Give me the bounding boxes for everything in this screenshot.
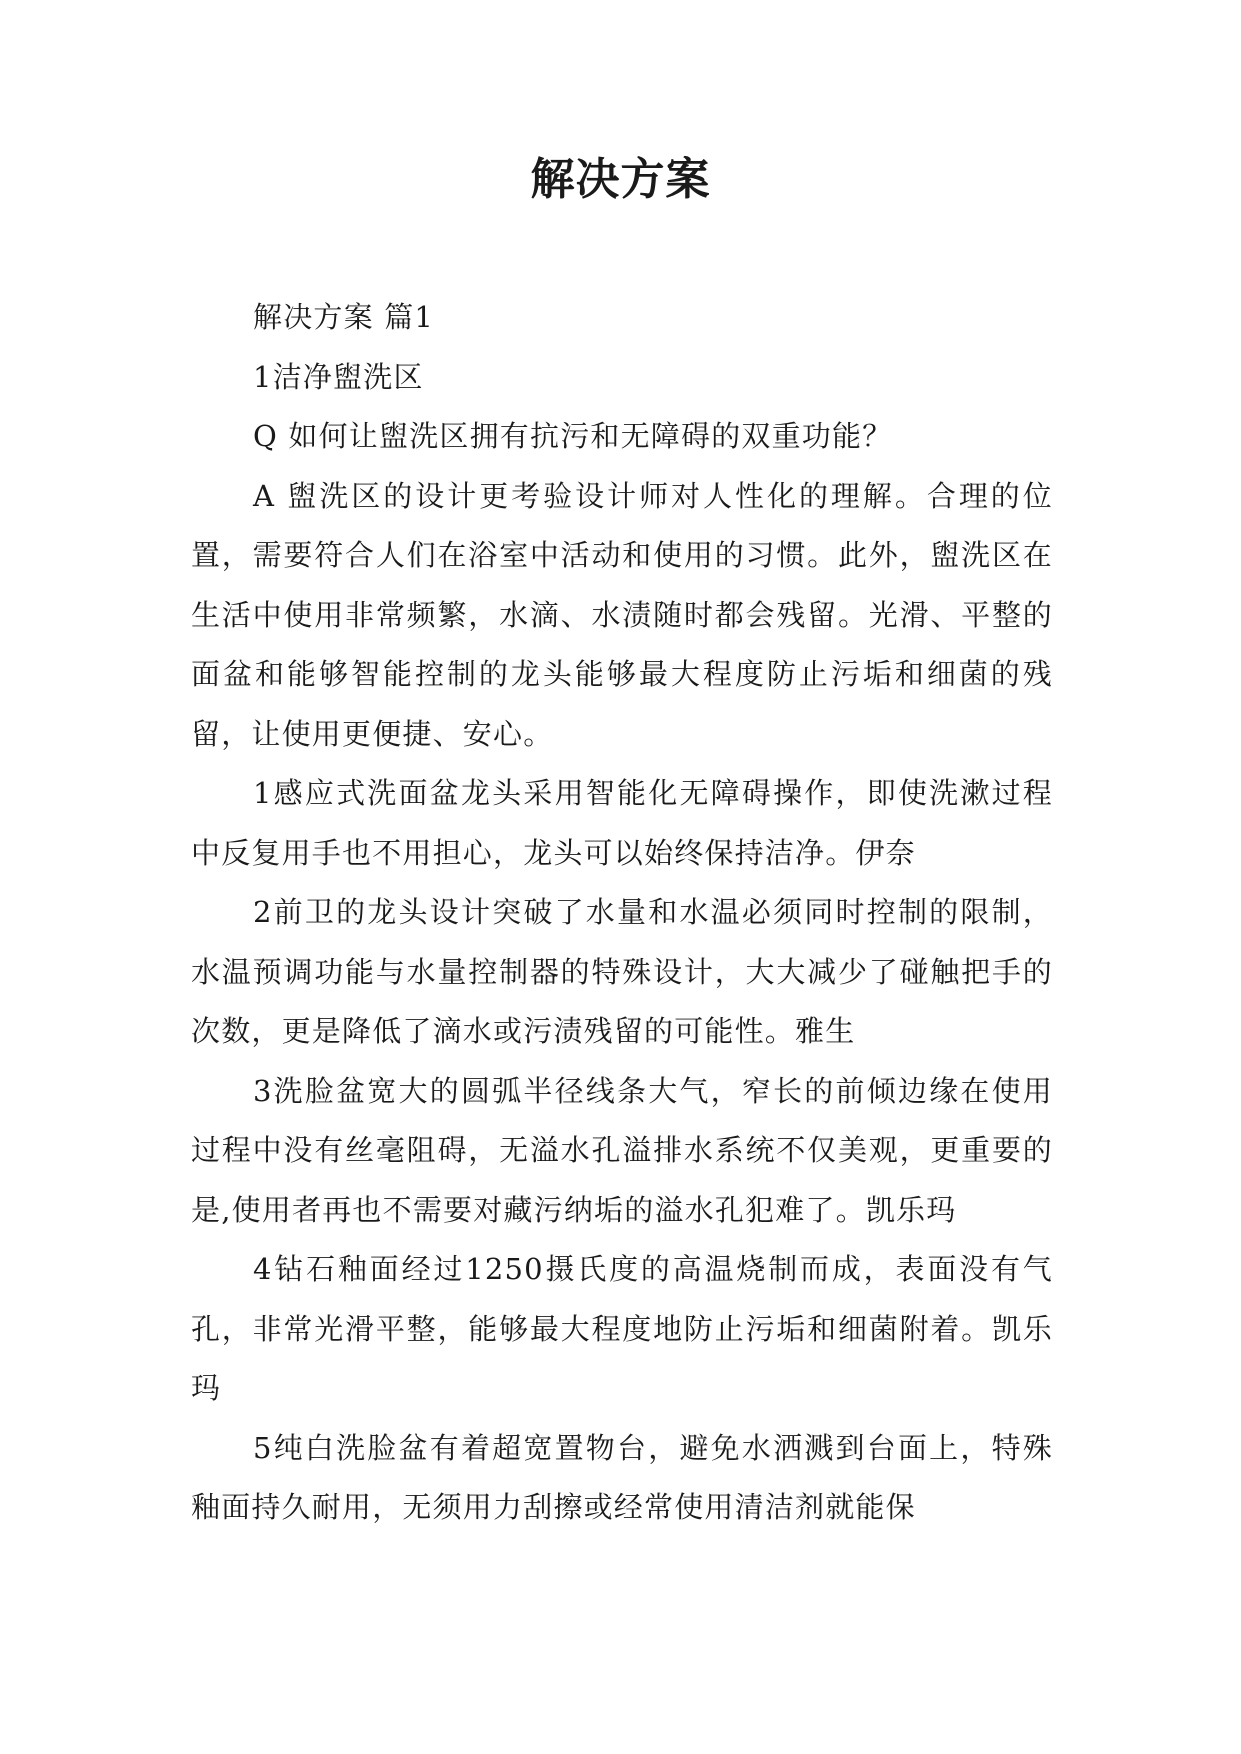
item-paragraph-1: 1感应式洗面盆龙头采用智能化无障碍操作，即使洗漱过程中反复用手也不用担心，龙头可以始终保持洁净。伊奈 [191, 776, 1053, 870]
document-title: 解决方案 [530, 154, 711, 205]
section-heading: 解决方案 篇1 [253, 300, 435, 334]
item-paragraph-2: 2前卫的龙头设计突破了水量和水温必须同时控制的限制，水温预调功能与水量控制器的特殊设计，大大减少了碰触把手的次数，更是降低了滴水或污渍残留的可能性。雅生 [191, 895, 1053, 1048]
subsection-heading: 1洁净盥洗区 [253, 359, 424, 394]
item-paragraph-3: 3洗脸盆宽大的圆弧半径线条大气，窄长的前倾边缘在使用过程中没有丝毫阻碍，无溢水孔溢排水系统不仅美观，更重要的是,使用者再也不需要对藏污纳垢的溢水孔犯难了。凯乐玛 [191, 1073, 1053, 1227]
item-paragraph-5: 5纯白洗脸盆有着超宽置物台，避免水洒溅到台面上，特殊釉面持久耐用，无须用力刮擦或经常使用清洁剂就能保 [191, 1430, 1053, 1524]
question-paragraph: Q 如何让盥洗区拥有抗污和无障碍的双重功能？ [253, 419, 893, 453]
item-paragraph-4: 4钻石釉面经过1250摄氏度的高温烧制而成，表面没有气孔，非常光滑平整，能够最大程度地防止污垢和细菌附着。凯乐玛 [191, 1252, 1053, 1405]
document-body [191, 288, 1053, 1538]
answer-paragraph: A 盥洗区的设计更考验设计师对人性化的理解。合理的位置，需要符合人们在浴室中活动和使用的习惯。此外，盥洗区在生活中使用非常频繁，水滴、水渍随时都会残留。光滑、平整的面盆和能够智能控制的龙头能够最大程度防止污垢和细菌的残留，让使用更便捷、安心。 [191, 478, 1053, 751]
